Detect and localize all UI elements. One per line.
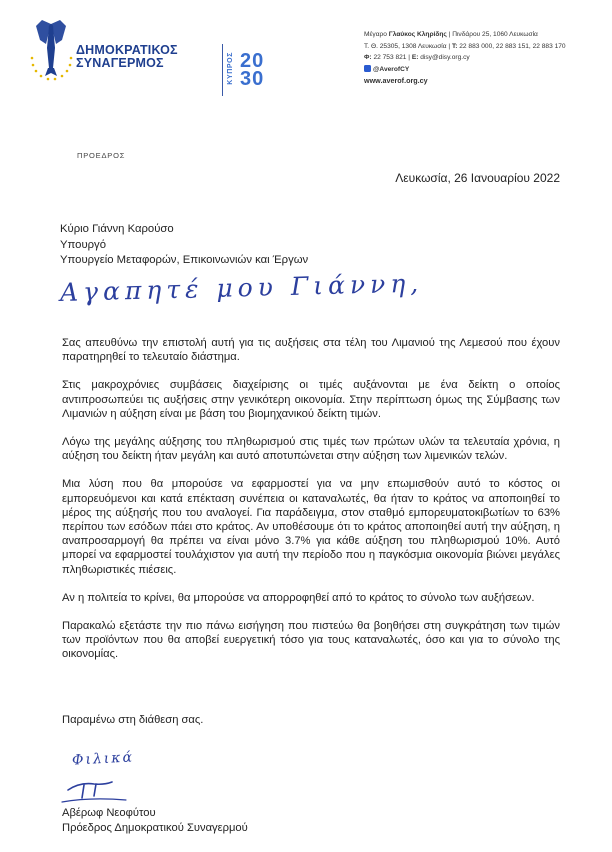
street-address: | Πινδάρου 25, 1060 Λευκωσία <box>446 31 538 38</box>
body-paragraph: Στις μακροχρόνιες συμβάσεις διαχείρισης οι τιμές αυξάνονται με ένα δείκτη ο οποίος αντιπροσωπεύει τις αυξήσεις στην γενικότερη οικονομία. Στην περίπτωση όμως της Σύμβασης των Λιμανιών η αύξηση είναι με βάση του βιομηχανικού δείκτη τιμών. <box>62 379 560 420</box>
contact-fax-email <box>364 52 604 64</box>
party-name <box>76 44 178 70</box>
building-name: Γλαύκος Κληρίδης <box>388 31 447 38</box>
body-paragraph: Μια λύση που θα μπορούσε να εφαρμοστεί για να μην επωμισθούν αυτό το κόστος οι εμπορευόμενοι και κατά επέκταση συνέπεια οι καταναλωτές, θα ήταν το κράτος να αποποιηθεί το μέρος της αύξησής που του αναλογεί. Για παράδειγμα, στον σταθμό εμπορευματοκιβωτίων το 63% περίπου των εσόδων πάει στο κράτος. Αν υποθέσουμε ότι το κράτος αποποιηθεί αυτή την αύξηση, η αναπροσαρμογή θα πρέπει να είναι μόνο 3.7% για κάθε αύξηση του πληθωρισμού 10%. Αυτό μπορεί να εφαρμοστεί τουλάχιστον για αυτή την περίοδο που η παγκόσμια οικονομία βιώνει μεγάλες πληθωριστικές πιέσεις. <box>62 478 560 576</box>
email-label: E: <box>411 54 419 61</box>
handwritten-signature <box>60 776 130 804</box>
signer-block <box>62 806 248 835</box>
contact-address <box>364 29 604 41</box>
handwritten-signoff: Φιλικά <box>71 749 135 769</box>
email-value[interactable]: disy@disy.org.cy <box>418 54 470 61</box>
recipient-ministry: Υπουργείο Μεταφορών, Επικοινωνιών και Έργων <box>60 254 309 266</box>
po-box: Τ. Θ. 25305, 1308 Λευκωσία | <box>364 42 452 50</box>
campaign-vertical-label: ΚΥΠΡΟΣ <box>227 52 234 85</box>
signer-title: Πρόεδρος Δημοκρατικού Συναγερμού <box>62 821 248 834</box>
campaign-logo-bottom: 30 <box>240 68 265 90</box>
header-divider <box>222 44 223 96</box>
body-paragraph: Σας απευθύνω την επιστολή αυτή για τις αυξήσεις στα τέλη του Λιμανιού της Λεμεσού που έχουν παρατηρηθεί το τελευταίο διάστημα. <box>62 337 560 364</box>
letter-body <box>62 336 560 676</box>
office-label: ΠΡΟΕΔΡΟΣ <box>77 151 126 160</box>
signer-name: Αβέρωφ Νεοφύτου <box>62 807 156 819</box>
tel-label: Τ: <box>451 42 458 50</box>
tel-value: 22 883 000, 22 883 151, 22 883 170 <box>457 42 566 50</box>
party-logo <box>28 18 288 88</box>
twitter-icon <box>364 65 371 72</box>
fax-label: Φ: <box>364 54 372 61</box>
contact-website[interactable]: www.averof.org.cy <box>364 76 428 85</box>
campaign-logo-top: 20 <box>240 50 265 72</box>
campaign-logo <box>240 52 264 88</box>
body-paragraph: Λόγω της μεγάλης αύξησης του πληθωρισμού στις τιμές των πρώτων υλών τα τελευταία χρόνια, η αύξηση του δείκτη ήταν μεγάλη και αυτό αποτυπώνεται στην αύξηση των λιμενικών τελών. <box>62 436 560 463</box>
party-name-line2: ΣΥΝΑΓΕΡΜΟΣ <box>76 56 164 70</box>
building-prefix: Μέγαρο <box>364 31 389 38</box>
recipient-title: Υπουργό <box>60 238 106 251</box>
handwritten-greeting: Αγαπητέ μου Γιάννη, <box>59 268 424 307</box>
contact-phone <box>364 41 604 53</box>
contact-twitter <box>364 64 604 76</box>
party-name-line1: ΔΗΜΟΚΡΑΤΙΚΟΣ <box>76 43 178 57</box>
party-emblem-icon <box>28 18 74 84</box>
recipient-block <box>60 222 308 269</box>
body-paragraph: Παρακαλώ εξετάστε την πιο πάνω εισήγηση που πιστεύω θα βοηθήσει στη συγκράτηση των τιμών των προϊόντων που θα αποβεί ευεργετική τόσο για τους καταναλωτές, όσο και για το σύνολο της οικονομίας. <box>62 620 560 661</box>
fax-value: 22 753 821 | <box>371 54 412 61</box>
twitter-handle[interactable]: @AverofCY <box>373 65 410 73</box>
recipient-name: Κύριο Γιάννη Καρούσο <box>60 223 174 235</box>
closing-line: Παραμένω στη διάθεση σας. <box>62 714 204 726</box>
contact-block <box>364 29 604 87</box>
body-paragraph: Αν η πολιτεία το κρίνει, θα μπορούσε να απορροφηθεί από το κράτος το σύνολο των αυξήσεων. <box>62 591 535 604</box>
letter-date: Λευκωσία, 26 Ιανουαρίου 2022 <box>395 171 560 185</box>
